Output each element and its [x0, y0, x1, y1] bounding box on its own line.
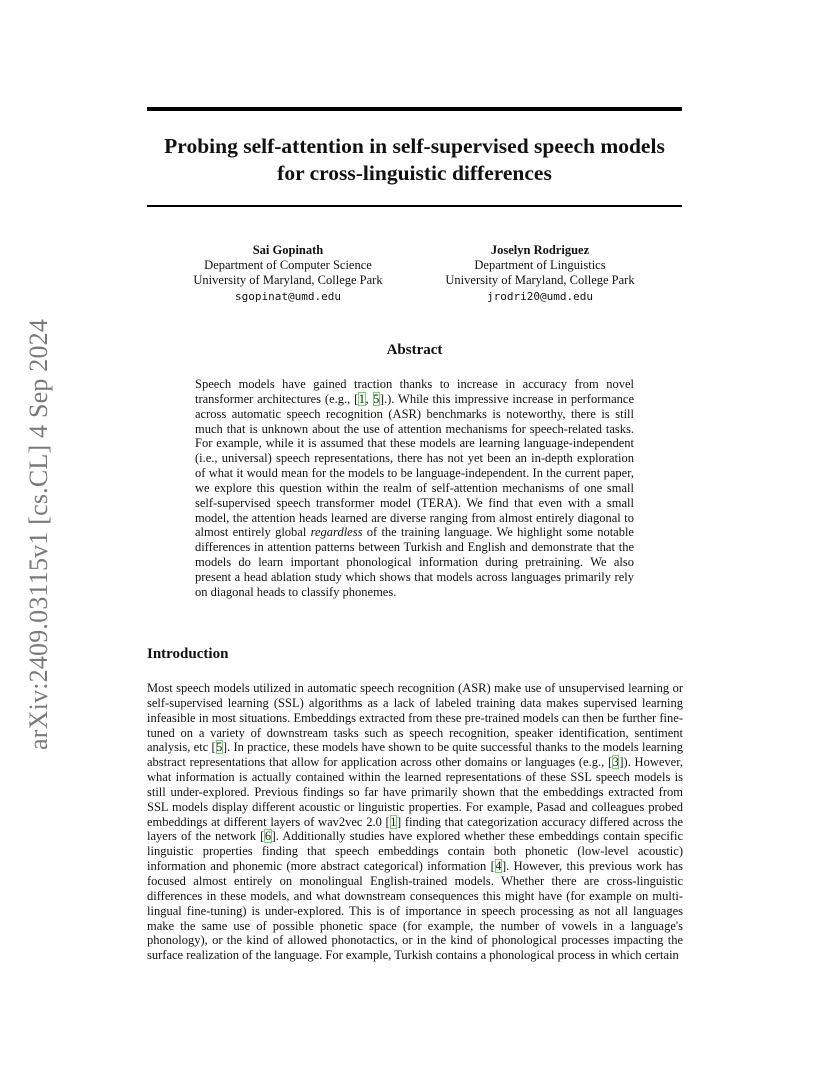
intro-text-part: Most speech models utilized in automatic speech recognition (ASR) make use of unsupervised learning or self-supervised learning (SSL) algorithms as a lack of labeled training data makes supervised learning infeasible in most situations. Embeddings extracted from these pre-trained models can then be further fine-tuned on a variety of downstream tasks such as speech recognition, speaker identification, sentiment analysis, etc [ [147, 681, 683, 755]
citation-link[interactable]: 5 [216, 740, 223, 755]
citation-link[interactable]: 1 [358, 391, 366, 406]
abstract-text-part: Speech models have gained traction thanks to increase in accuracy from novel transformer architectures (e.g., [195, 377, 634, 406]
citation-link[interactable]: 3 [612, 755, 619, 770]
citation-link[interactable]: 1 [390, 814, 397, 829]
title-rule-bottom [147, 205, 682, 207]
author-email[interactable]: jrodri20@umd.edu [487, 289, 593, 303]
title-rule-top [147, 107, 682, 111]
abstract-text-part: ].). While this impressive increase in performance across automatic speech recognition (ASR) benchmarks is noteworthy, there is still much that is unknown about the use of attention mechanisms for speech-related tasks. For example, while it is assumed that these models are learning language-independent (i.e., universal) speech representations, there has not yet been an in-depth exploration of what it would mean for the models to be language-independent. In the current paper, we explore this question within the realm of self-attention mechanisms of one small self-supervised speech transformer model (TERA). We find that even with a small model, the attention heads learned are diverse ranging from almost entirely diagonal to almost entirely global [195, 391, 634, 540]
intro-text-part: ] finding that categorization accuracy differed across the layers of the network [ [147, 814, 683, 844]
citation-separator: , [365, 391, 373, 406]
introduction-text [147, 681, 683, 963]
author-university: University of Maryland, College Park [445, 273, 635, 288]
author-university: University of Maryland, College Park [193, 273, 383, 288]
intro-text-part: ]. In practice, these models have shown to be quite successful thanks to the models learning abstract representations that allow for application across other domains or languages (e.g., [ [147, 740, 683, 770]
paper-title [147, 133, 682, 187]
citation-link[interactable]: 4 [495, 859, 502, 874]
author-name: Joselyn Rodriguez [490, 243, 590, 257]
title-line-1: Probing self-attention in self-supervised speech models [164, 134, 665, 158]
intro-text-part: ]. Additionally studies have explored whether these embeddings contain specific linguistic properties finding that speech embeddings contain both phonetic (low-level acoustic) information and phonemic (more abstract categorical) information [ [147, 829, 683, 874]
intro-text-part: ]. However, this previous work has focused almost entirely on monolingual English-trained models. Whether there are cross-linguistic differences in these models, and what downstream consequences this might have (for example on multi-lingual fine-tuning) is under-explored. This is of importance in speech processing as not all languages make the same use of possible phonetic space (for example, the number of vowels in a language's phonology), or the kind of allowed phonotactics, or in the kind of phonological processes impacting the surface realization of the language. For example, Turkish contains a phonological process in which certain [147, 859, 684, 963]
arxiv-stamp[interactable]: arXiv:2409.03115v1 [cs.CL] 4 Sep 2024 [24, 318, 53, 750]
abstract-heading: Abstract [386, 342, 443, 358]
citation-link[interactable]: 6 [264, 829, 272, 844]
abstract-text-part: of the training language. We highlight some notable differences in attention patterns between Turkish and English and demonstrate that the models do learn important phonological information during pretraining. We also present a head ablation study which shows that models across languages primarily rely on diagonal heads to classify phonemes. [195, 525, 634, 599]
citation-link[interactable]: 5 [373, 391, 380, 406]
title-line-2: for cross-linguistic differences [277, 161, 552, 185]
author-department: Department of Computer Science [204, 258, 372, 273]
abstract-text: Speech models have gained traction thanks to increase in accuracy from novel transformer architectures (e.g., [1, 5].). While this impressive increase in performance across automatic speech recognition (ASR) benchmarks is noteworthy, there is still much that is unknown about the use of attention mechanisms for speech-related tasks. For example, while it is assumed that these models are learning language-independent (i.e., universal) speech representations, there has not yet been an in-depth exploration of what it would mean for the models to be language-independent. In the current paper, we explore this question within the realm of self-attention mechanisms of one small self-supervised speech transformer model (TERA). We find that even with a small model, the attention heads learned are diverse ranging from almost entirely diagonal to almost entirely global regardless of the training language. We highlight some notable differences in attention patterns between Turkish and English and demonstrate that the models do learn important phonological information during pretraining. We also present a head ablation study which shows that models across languages primarily rely on diagonal heads to classify phonemes. [195, 377, 634, 599]
author-block-1 [158, 243, 418, 304]
introduction-heading: Introduction [147, 646, 229, 662]
author-name: Sai Gopinath [252, 243, 324, 257]
abstract-emphasis: regardless [310, 525, 363, 540]
author-email[interactable]: sgopinat@umd.edu [235, 289, 341, 303]
author-department: Department of Linguistics [474, 258, 606, 273]
author-block-2 [410, 243, 670, 304]
intro-text-part: ]). However, what information is actually contained within the learned representations of these SSL speech models is still under-explored. Previous findings so far have primarily shown that the embeddings extracted from SSL models display different acoustic or linguistic properties. For example, Pasad and colleagues probed embeddings at different layers of wav2vec 2.0 [ [147, 755, 683, 829]
